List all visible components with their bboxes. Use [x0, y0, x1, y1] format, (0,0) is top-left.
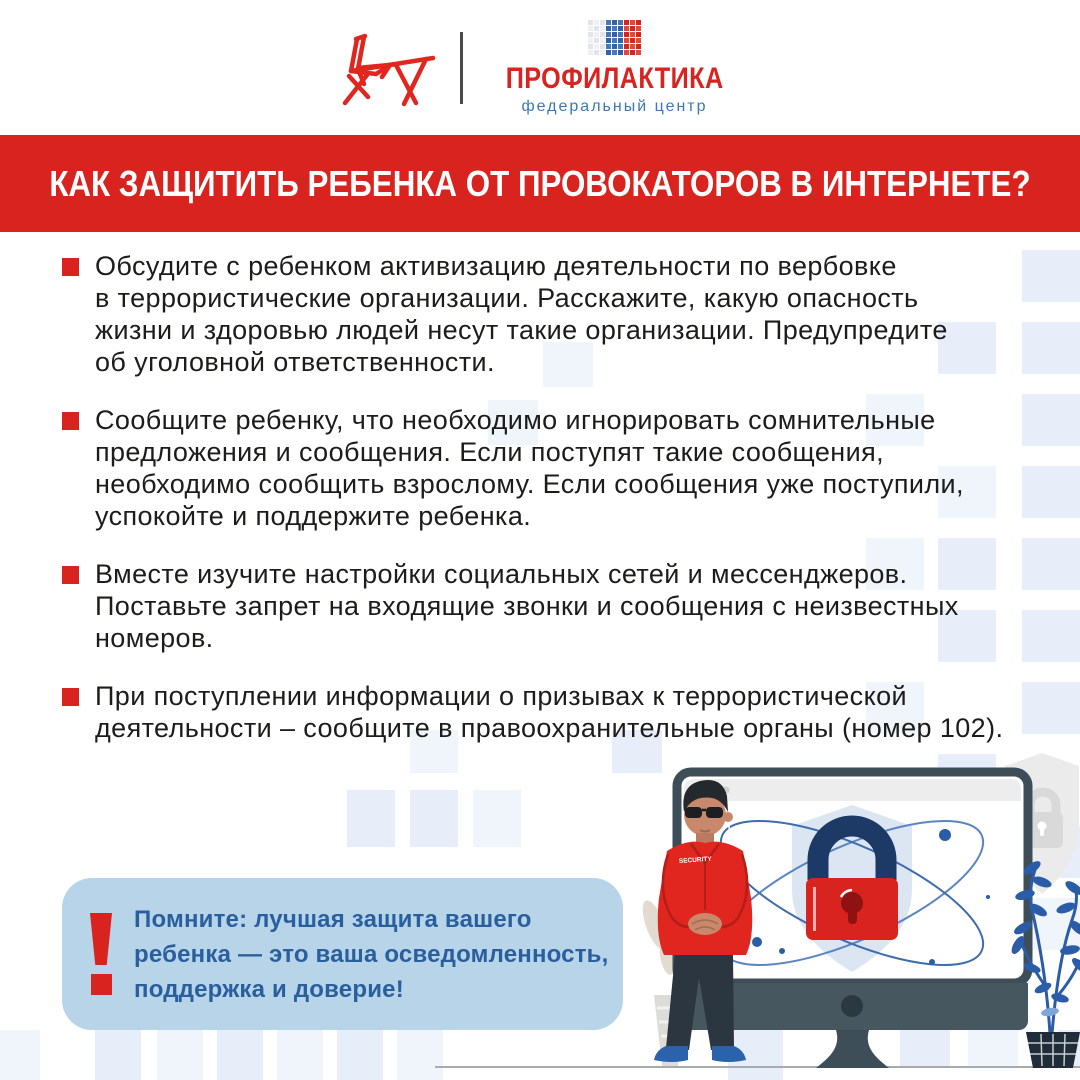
- bullet-icon: [62, 566, 79, 584]
- title-banner: [0, 135, 1080, 232]
- brand-logo: [485, 20, 744, 116]
- tip-item: [62, 558, 1022, 654]
- ear: [723, 812, 733, 822]
- header: [0, 0, 1080, 135]
- monitor-logo-dot: [841, 995, 863, 1017]
- tip-item: [62, 250, 1022, 378]
- pixel-grid-icon: [588, 20, 641, 55]
- reminder-panel: [62, 878, 623, 1030]
- monitor-stand: [816, 1030, 889, 1068]
- right-shoe: [712, 1046, 746, 1062]
- tip-text: При поступлении информации о призывах к террористической деятельности – сообщите в правоохранительные органы (номер 102).: [95, 681, 1004, 743]
- reminder-text: Помните: лучшая защита вашего ребенка — это ваша осведомленность, поддержка и доверие!: [134, 905, 609, 1003]
- jacket-label: SECURITY: [678, 855, 712, 865]
- tip-item: [62, 680, 1022, 744]
- security-illustration: [580, 750, 1080, 1080]
- page-title: КАК ЗАЩИТИТЬ РЕБЕНКА ОТ ПРОВОКАТОРОВ В ИНТЕРНЕТЕ?: [49, 162, 1031, 204]
- tip-item: [62, 404, 1022, 532]
- brand-subtitle: федеральный центр: [521, 97, 708, 115]
- bullet-icon: [62, 258, 79, 276]
- red-line-logo-icon: [336, 24, 448, 112]
- tip-text: Обсудите с ребенком активизацию деятельности по вербовке в террористические организации. Расскажите, какую опасность жизни и здоровью людей несут такие организации. Предупредите об уголовной ответственности.: [95, 251, 948, 377]
- header-divider: [460, 32, 463, 104]
- tip-text: Сообщите ребенку, что необходимо игнорировать сомнительные предложения и сообщения. Если поступят такие сообщения, необходимо сообщить взрослому. Если сообщения уже поступили, успокойте и поддержите ребенка.: [95, 405, 964, 531]
- browser-bar: [684, 779, 1021, 801]
- bullet-icon: [62, 688, 79, 706]
- exclamation-icon: [90, 913, 112, 995]
- brand-name: ПРОФИЛАКТИКА: [505, 61, 724, 95]
- tip-text: Вместе изучите настройки социальных сетей и мессенджеров. Поставьте запрет на входящие звонки и сообщения с неизвестных номеров.: [95, 559, 959, 653]
- tips-list: [62, 250, 1022, 770]
- left-shoe: [654, 1046, 688, 1062]
- bullet-icon: [62, 412, 79, 430]
